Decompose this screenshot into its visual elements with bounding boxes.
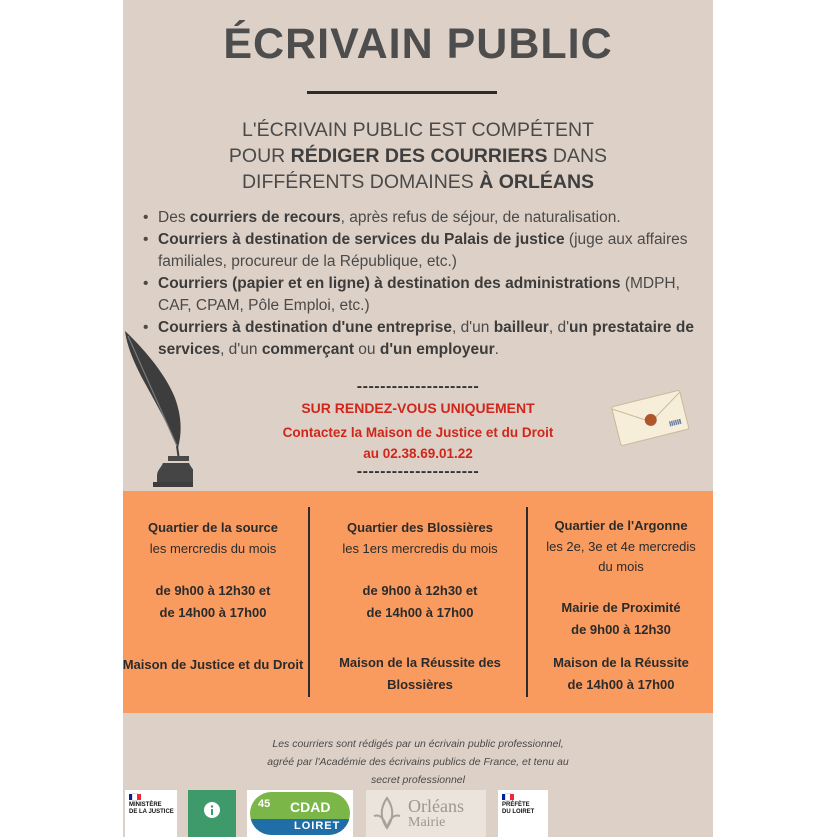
footer-note-line: Les courriers sont rédigés par un écrivain public professionnel, [272,738,564,750]
schedule-hours: de 9h00 à 12h30 et [155,583,271,598]
cdad-loiret-logo [247,790,353,837]
footer-note-line: agréé par l'Académie des écrivains publics de France, et tenu au [267,756,569,768]
intro-line-3: DIFFÉRENTS DOMAINES À ORLÉANS [241,171,595,193]
logo-text: Mairie [408,815,446,830]
quartier-title: Quartier de l'Argonne [554,518,688,533]
schedule-days: les mercredis du mois [149,541,277,556]
services-list [143,207,708,361]
logo-text: Orléans [408,796,464,816]
schedule-location: Maison de Justice et du Droit [123,657,304,672]
logo-text: MINISTÈRE [129,802,162,808]
footer-note [123,735,713,789]
title-divider [307,91,497,94]
logo-text: PRÉFÈTE [502,802,530,808]
schedule-hours: de 14h00 à 17h00 [159,605,267,620]
schedule-days: les 2e, 3e et 4e mercredis [546,539,696,554]
intro-text [123,117,713,195]
list-item: • Des courriers de recours, après refus de séjour, de naturalisation. [143,207,708,229]
rdv-contact: Contactez la Maison de Justice et du Droit [282,425,554,440]
schedule-location: Mairie de Proximité [561,600,681,615]
acces-droit-logo [188,790,236,837]
rdv-title: SUR RENDEZ-VOUS UNIQUEMENT [301,400,535,416]
schedule-hours: de 14h00 à 17h00 [366,605,474,620]
list-item: • Courriers à destination d'une entreprise, d'un bailleur, d'un prestataire de services, d'un commerçant ou d'un employeur. [143,317,708,361]
prefete-loiret-logo [498,790,548,837]
quartier-title: Quartier des Blossières [347,520,493,535]
logo-text: CDAD [290,799,331,815]
schedule-column-source [123,491,311,713]
schedule-panel [123,491,713,713]
schedule-location: Maison de la Réussite [553,655,689,670]
ministere-justice-logo [125,790,177,837]
schedule-location: Blossières [387,677,453,692]
column-divider [308,507,310,697]
logo-text: DE LA JUSTICE [129,809,174,815]
list-item: • Courriers (papier et en ligne) à destination des administrations (MDPH, CAF, CPAM, Pôle Emploi, etc.) [143,273,708,317]
orleans-mairie-logo [366,790,486,837]
schedule-hours: de 9h00 à 12h30 et [362,583,478,598]
fleur-de-lis-icon [372,796,402,831]
dashes-top: --------------------- [356,378,480,395]
schedule-column-blossieres [315,491,525,713]
schedule-hours: de 14h00 à 17h00 [567,677,675,692]
logo-text: 45 [258,798,271,810]
intro-line-2: POUR RÉDIGER DES COURRIERS DANS [228,145,608,167]
quartier-title: Quartier de la source [147,520,279,535]
logo-text: DU LOIRET [502,809,535,815]
schedule-column-argonne [531,491,711,713]
envelope-icon [609,388,691,446]
poster [123,0,713,837]
footer-note-line: secret professionnel [371,774,465,786]
column-divider [526,507,528,697]
logo-text: LOIRET [294,820,341,832]
intro-line-1: L'ÉCRIVAIN PUBLIC EST COMPÉTENT [242,119,594,141]
schedule-days: du mois [598,559,644,574]
page-title: ÉCRIVAIN PUBLIC [223,20,613,68]
schedule-hours: de 9h00 à 12h30 [571,622,671,637]
rdv-phone: au 02.38.69.01.22 [363,446,473,461]
dashes-bottom: --------------------- [356,463,480,480]
list-item: • Courriers à destination de services du Palais de justice (juge aux affaires familiales, procureur de la République, etc.) [143,229,708,273]
schedule-days: les 1ers mercredis du mois [342,541,498,556]
info-icon [188,790,236,837]
schedule-location: Maison de la Réussite des [339,655,501,670]
